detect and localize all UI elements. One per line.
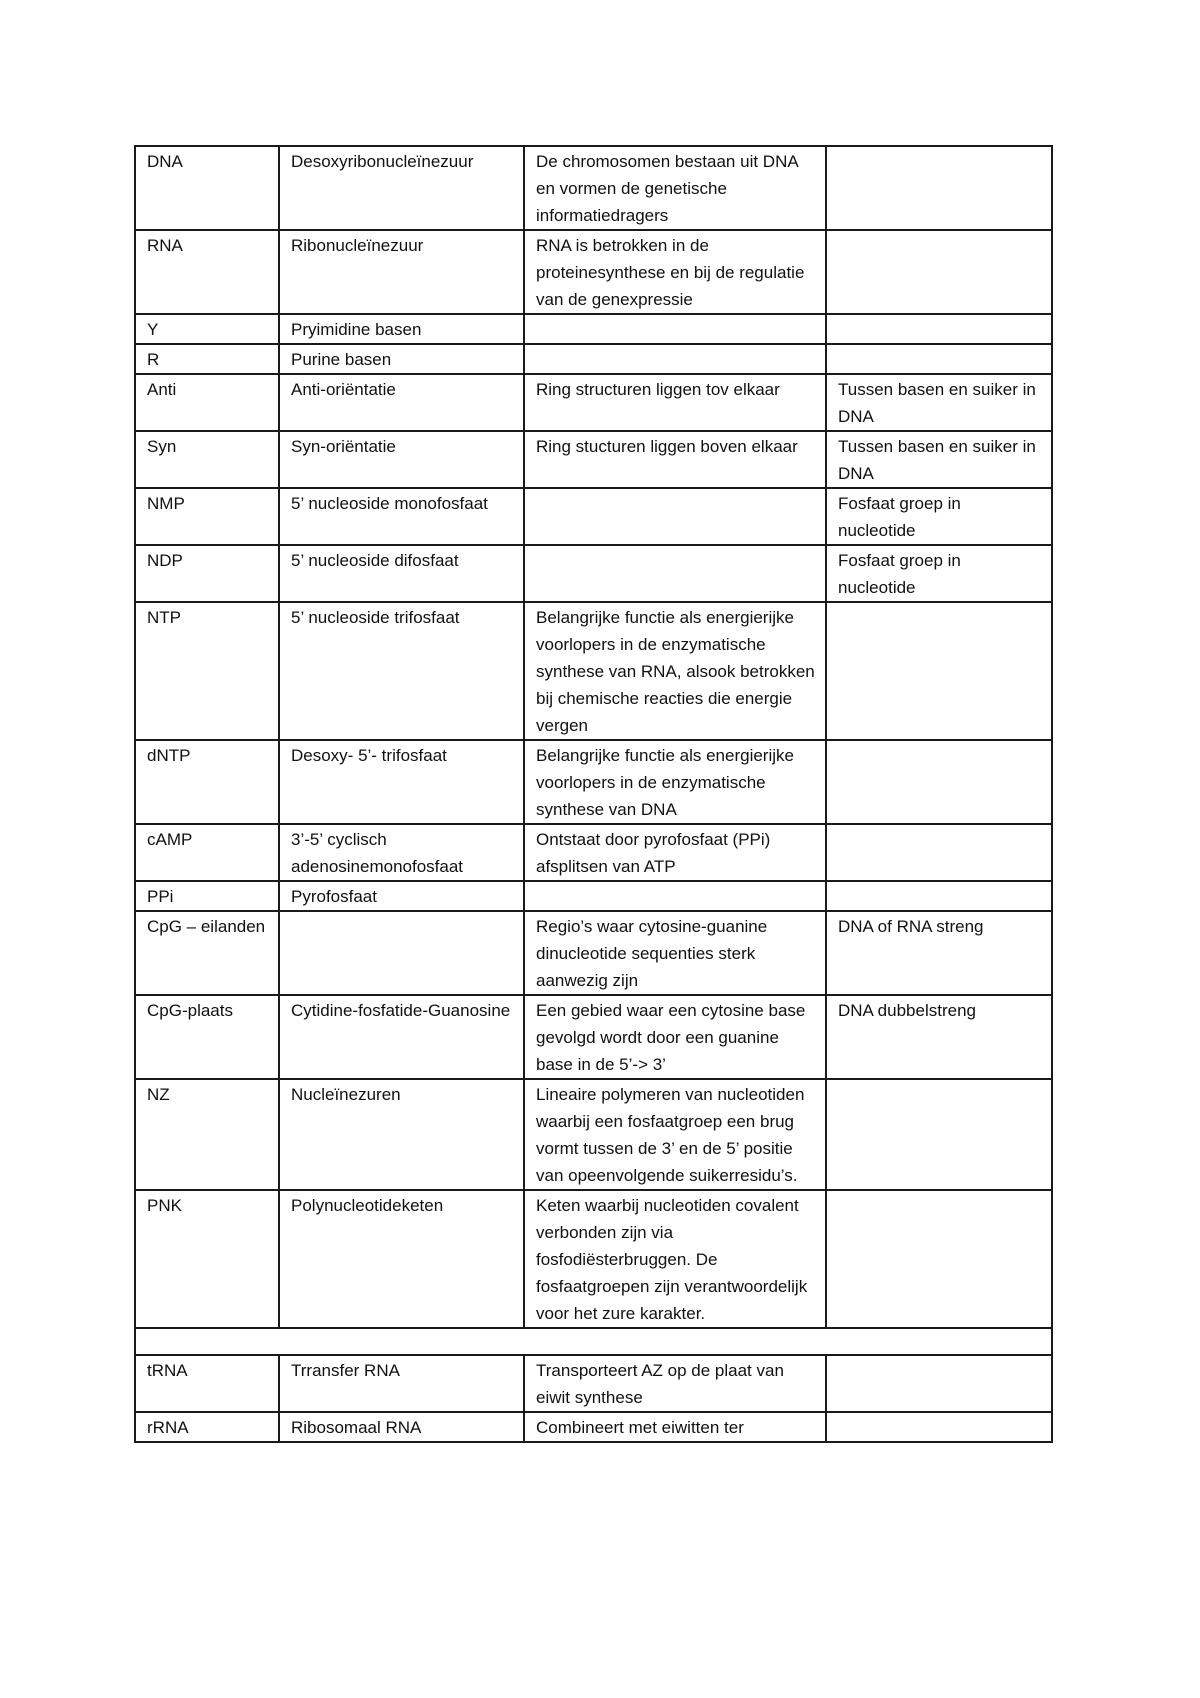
cell-note: Tussen basen en suiker in DNA	[826, 431, 1052, 488]
cell-description: Belangrijke functie als energierijke voorlopers in de enzymatische synthese van RNA, alsook betrokken bij chemische reacties die energie vergen	[524, 602, 826, 740]
table-spacer-row	[135, 1328, 1052, 1355]
cell-name: Desoxy- 5’- trifosfaat	[279, 740, 524, 824]
cell-note	[826, 881, 1052, 911]
glossary-table-body	[135, 146, 1052, 1442]
cell-description: Ontstaat door pyrofosfaat (PPi) afsplitsen van ATP	[524, 824, 826, 881]
cell-note	[826, 1412, 1052, 1442]
table-row	[135, 1079, 1052, 1190]
cell-description: Transporteert AZ op de plaat van eiwit synthese	[524, 1355, 826, 1412]
cell-note: DNA dubbelstreng	[826, 995, 1052, 1079]
cell-abbr: RNA	[135, 230, 279, 314]
cell-abbr: NMP	[135, 488, 279, 545]
cell-description	[524, 545, 826, 602]
cell-abbr: dNTP	[135, 740, 279, 824]
cell-description: De chromosomen bestaan uit DNA en vormen de genetische informatiedragers	[524, 146, 826, 230]
cell-description: RNA is betrokken in de proteinesynthese en bij de regulatie van de genexpressie	[524, 230, 826, 314]
cell-abbr: DNA	[135, 146, 279, 230]
table-row	[135, 146, 1052, 230]
table-row	[135, 488, 1052, 545]
cell-name: Purine basen	[279, 344, 524, 374]
cell-description: Een gebied waar een cytosine base gevolgd wordt door een guanine base in de 5’-> 3’	[524, 995, 826, 1079]
cell-abbr: CpG-plaats	[135, 995, 279, 1079]
cell-description: Keten waarbij nucleotiden covalent verbonden zijn via fosfodiësterbruggen. De fosfaatgroepen zijn verantwoordelijk voor het zure karakter.	[524, 1190, 826, 1328]
cell-description	[524, 488, 826, 545]
cell-name: 3’-5’ cyclisch adenosinemonofosfaat	[279, 824, 524, 881]
cell-abbr: NTP	[135, 602, 279, 740]
cell-name: Desoxyribonucleïnezuur	[279, 146, 524, 230]
table-row	[135, 911, 1052, 995]
table-row	[135, 740, 1052, 824]
table-row	[135, 881, 1052, 911]
table-row	[135, 431, 1052, 488]
cell-note: Fosfaat groep in nucleotide	[826, 545, 1052, 602]
cell-name: 5’ nucleoside trifosfaat	[279, 602, 524, 740]
glossary-table	[134, 145, 1053, 1443]
cell-note: Tussen basen en suiker in DNA	[826, 374, 1052, 431]
cell-name: Nucleïnezuren	[279, 1079, 524, 1190]
cell-description: Belangrijke functie als energierijke voorlopers in de enzymatische synthese van DNA	[524, 740, 826, 824]
cell-description: Combineert met eiwitten ter	[524, 1412, 826, 1442]
table-row	[135, 344, 1052, 374]
cell-name: Syn-oriëntatie	[279, 431, 524, 488]
cell-abbr: Y	[135, 314, 279, 344]
cell-abbr: PPi	[135, 881, 279, 911]
cell-description: Ring stucturen liggen boven elkaar	[524, 431, 826, 488]
cell-name: Anti-oriëntatie	[279, 374, 524, 431]
cell-note	[826, 1190, 1052, 1328]
cell-abbr: R	[135, 344, 279, 374]
table-row	[135, 602, 1052, 740]
cell-description: Ring structuren liggen tov elkaar	[524, 374, 826, 431]
cell-description	[524, 881, 826, 911]
cell-note	[826, 824, 1052, 881]
table-row	[135, 1190, 1052, 1328]
cell-name: Pryimidine basen	[279, 314, 524, 344]
cell-abbr: NZ	[135, 1079, 279, 1190]
cell-note	[826, 602, 1052, 740]
table-row	[135, 824, 1052, 881]
table-row	[135, 995, 1052, 1079]
cell-abbr: NDP	[135, 545, 279, 602]
cell-note	[826, 314, 1052, 344]
spacer-cell	[135, 1328, 1052, 1355]
cell-name: 5’ nucleoside monofosfaat	[279, 488, 524, 545]
cell-abbr: PNK	[135, 1190, 279, 1328]
cell-name: Polynucleotideketen	[279, 1190, 524, 1328]
cell-name: 5’ nucleoside difosfaat	[279, 545, 524, 602]
cell-name: Ribosomaal RNA	[279, 1412, 524, 1442]
cell-note	[826, 740, 1052, 824]
cell-abbr: tRNA	[135, 1355, 279, 1412]
cell-description	[524, 314, 826, 344]
cell-abbr: Syn	[135, 431, 279, 488]
table-row	[135, 545, 1052, 602]
cell-name	[279, 911, 524, 995]
cell-note	[826, 1079, 1052, 1190]
cell-description	[524, 344, 826, 374]
table-row	[135, 230, 1052, 314]
cell-abbr: Anti	[135, 374, 279, 431]
cell-note	[826, 146, 1052, 230]
cell-name: Pyrofosfaat	[279, 881, 524, 911]
cell-note	[826, 344, 1052, 374]
cell-abbr: CpG – eilanden	[135, 911, 279, 995]
cell-note: Fosfaat groep in nucleotide	[826, 488, 1052, 545]
cell-abbr: cAMP	[135, 824, 279, 881]
cell-name: Cytidine-fosfatide-Guanosine	[279, 995, 524, 1079]
cell-note	[826, 1355, 1052, 1412]
table-row	[135, 1412, 1052, 1442]
table-row	[135, 1355, 1052, 1412]
cell-name: Ribonucleïnezuur	[279, 230, 524, 314]
cell-name: Trransfer RNA	[279, 1355, 524, 1412]
cell-description: Lineaire polymeren van nucleotiden waarbij een fosfaatgroep een brug vormt tussen de 3’ en de 5’ positie van opeenvolgende suikerresidu’s.	[524, 1079, 826, 1190]
cell-note	[826, 230, 1052, 314]
cell-abbr: rRNA	[135, 1412, 279, 1442]
cell-note: DNA of RNA streng	[826, 911, 1052, 995]
table-row	[135, 314, 1052, 344]
table-row	[135, 374, 1052, 431]
cell-description: Regio’s waar cytosine-guanine dinucleotide sequenties sterk aanwezig zijn	[524, 911, 826, 995]
